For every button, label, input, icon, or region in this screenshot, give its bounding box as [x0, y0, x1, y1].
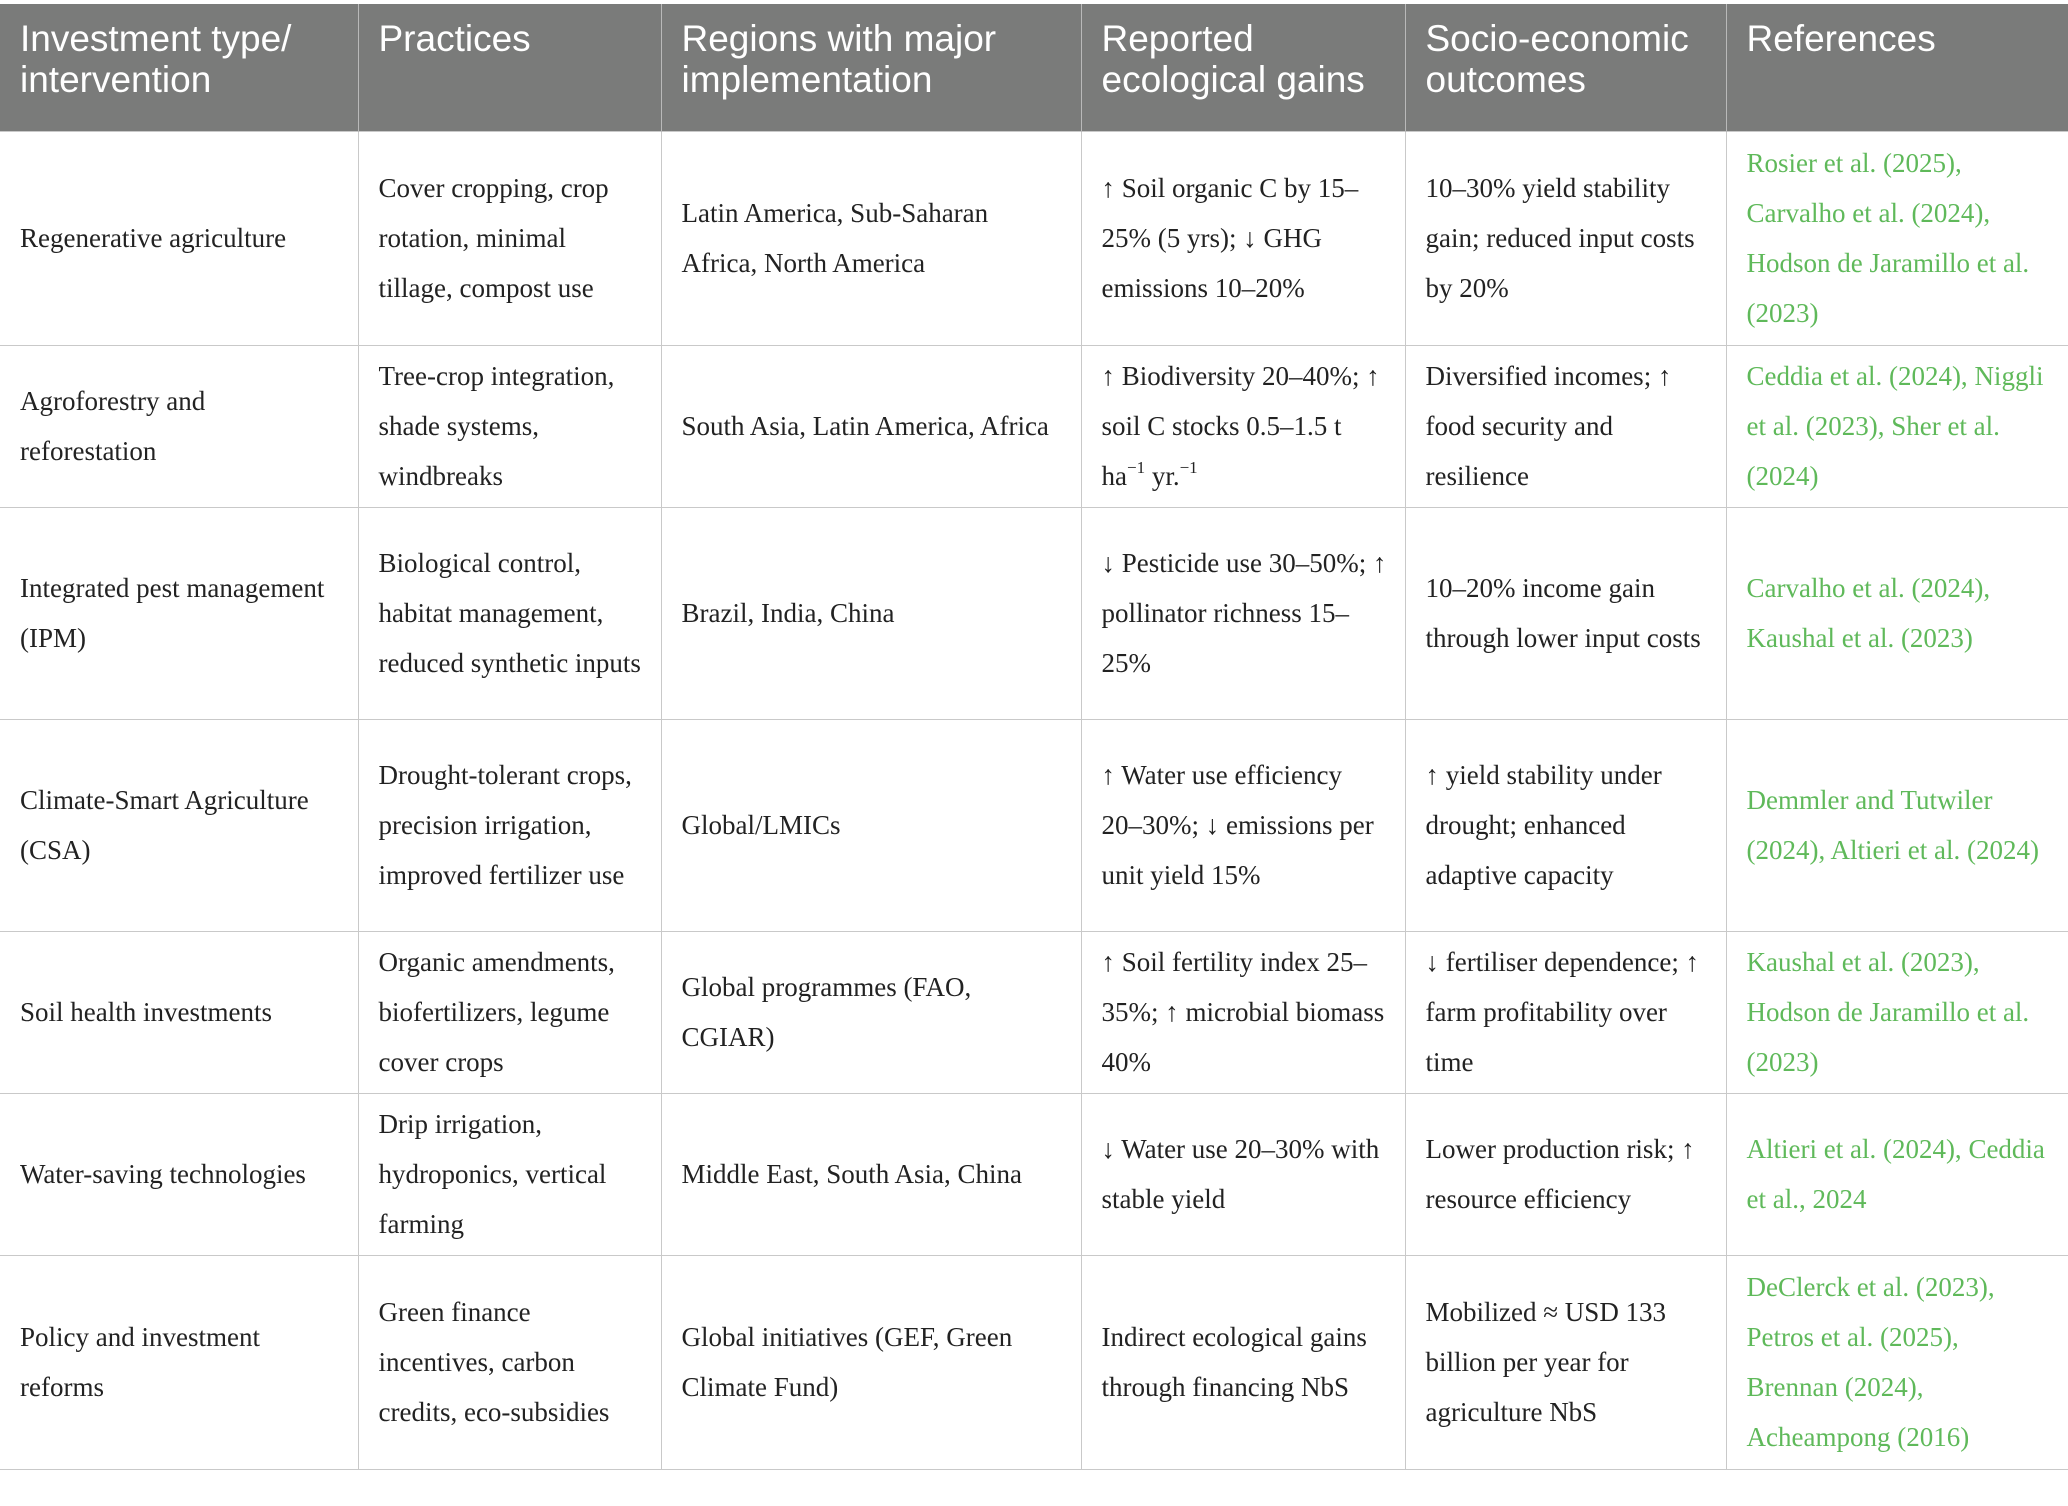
cell-ecological — [1081, 345, 1405, 507]
cell-socio: Diversified incomes; ↑ food security and resilience — [1405, 345, 1726, 507]
cell-regions: Global/LMICs — [661, 719, 1081, 931]
cell-regions: Global programmes (FAO, CGIAR) — [661, 931, 1081, 1093]
cell-practices: Cover cropping, crop rotation, minimal tillage, compost use — [358, 131, 661, 345]
table-row — [0, 507, 2068, 719]
header-row — [0, 4, 2068, 131]
reference-link[interactable]: Petros et al. (2025), — [1746, 1322, 1959, 1352]
reference-link[interactable]: Niggli et al. (2023), — [1746, 361, 2044, 441]
reference-link[interactable]: Rosier et al. (2025), — [1746, 148, 1962, 178]
reference-link[interactable]: Acheampong (2016) — [1746, 1422, 1970, 1452]
header-investment-type: Investment type/ intervention — [0, 4, 358, 131]
cell-references — [1726, 1255, 2068, 1469]
cell-practices: Organic amendments, biofertilizers, legume cover crops — [358, 931, 661, 1093]
cell-type: Regenerative agriculture — [0, 131, 358, 345]
reference-link[interactable]: Altieri et al. (2024), — [1746, 1134, 1962, 1164]
table-row — [0, 345, 2068, 507]
header-socio-economic: Socio-economic outcomes — [1405, 4, 1726, 131]
cell-socio: ↑ yield stability under drought; enhanced adaptive capacity — [1405, 719, 1726, 931]
table-body — [0, 131, 2068, 1469]
cell-socio: 10–30% yield stability gain; reduced input costs by 20% — [1405, 131, 1726, 345]
reference-link[interactable]: Demmler and Tutwiler (2024), — [1746, 785, 1993, 865]
cell-ecological: ↑ Soil organic C by 15–25% (5 yrs); ↓ GHG emissions 10–20% — [1081, 131, 1405, 345]
reference-link[interactable]: Brennan (2024), — [1746, 1372, 1924, 1402]
table-row — [0, 1255, 2068, 1469]
unit-exponent: −1 — [1126, 458, 1146, 477]
cell-references — [1726, 345, 2068, 507]
cell-references — [1726, 507, 2068, 719]
investment-table — [0, 4, 2068, 1470]
cell-type: Soil health investments — [0, 931, 358, 1093]
cell-references — [1726, 1093, 2068, 1255]
unit-exponent: −1 — [1179, 458, 1198, 477]
cell-references — [1726, 131, 2068, 345]
table-row — [0, 931, 2068, 1093]
cell-type: Water-saving technologies — [0, 1093, 358, 1255]
cell-practices: Biological control, habitat management, reduced synthetic inputs — [358, 507, 661, 719]
reference-link[interactable]: Kaushal et al. (2023), — [1746, 947, 1980, 977]
reference-link[interactable]: Kaushal et al. (2023) — [1746, 623, 1973, 653]
cell-type: Policy and investment reforms — [0, 1255, 358, 1469]
cell-practices: Tree-crop integration, shade systems, windbreaks — [358, 345, 661, 507]
cell-regions: Middle East, South Asia, China — [661, 1093, 1081, 1255]
cell-references — [1726, 719, 2068, 931]
ecological-text: ↑ Biodiversity 20–40%; ↑ soil C stocks 0.5–1.5 t ha — [1101, 361, 1380, 491]
ecological-unit: yr. — [1145, 461, 1180, 491]
reference-link[interactable]: Hodson de Jaramillo et al. (2023) — [1746, 248, 2030, 328]
cell-practices: Drought-tolerant crops, precision irrigation, improved fertilizer use — [358, 719, 661, 931]
cell-references — [1726, 931, 2068, 1093]
cell-ecological: ↑ Water use efficiency 20–30%; ↓ emissions per unit yield 15% — [1081, 719, 1405, 931]
reference-link[interactable]: Carvalho et al. (2024), — [1746, 198, 1991, 228]
cell-socio: ↓ fertiliser dependence; ↑ farm profitability over time — [1405, 931, 1726, 1093]
cell-regions: Latin America, Sub-Saharan Africa, North America — [661, 131, 1081, 345]
cell-socio: Lower production risk; ↑ resource efficiency — [1405, 1093, 1726, 1255]
cell-practices: Green finance incentives, carbon credits, eco-subsidies — [358, 1255, 661, 1469]
reference-link[interactable]: Hodson de Jaramillo et al. (2023) — [1746, 997, 2030, 1077]
cell-regions: South Asia, Latin America, Africa — [661, 345, 1081, 507]
reference-link[interactable]: Sher et al. (2024) — [1746, 411, 2000, 491]
cell-socio: Mobilized ≈ USD 133 billion per year for agriculture NbS — [1405, 1255, 1726, 1469]
reference-link[interactable]: Carvalho et al. (2024), — [1746, 573, 1991, 603]
reference-link[interactable]: Altieri et al. (2024) — [1830, 835, 2039, 865]
cell-type: Climate-Smart Agriculture (CSA) — [0, 719, 358, 931]
reference-link[interactable]: DeClerck et al. (2023), — [1746, 1272, 1995, 1302]
cell-socio: 10–20% income gain through lower input costs — [1405, 507, 1726, 719]
table-row — [0, 719, 2068, 931]
header-practices: Practices — [358, 4, 661, 131]
reference-link[interactable]: Ceddia et al., 2024 — [1746, 1134, 2045, 1214]
reference-link[interactable]: Ceddia et al. (2024), — [1746, 361, 1968, 391]
cell-type: Integrated pest management (IPM) — [0, 507, 358, 719]
cell-practices: Drip irrigation, hydroponics, vertical farming — [358, 1093, 661, 1255]
cell-ecological: ↓ Pesticide use 30–50%; ↑ pollinator richness 15–25% — [1081, 507, 1405, 719]
table-row — [0, 131, 2068, 345]
header-ecological-gains: Reported ecological gains — [1081, 4, 1405, 131]
header-regions: Regions with major implementation — [661, 4, 1081, 131]
cell-regions: Global initiatives (GEF, Green Climate Fund) — [661, 1255, 1081, 1469]
header-references: References — [1726, 4, 2068, 131]
cell-type: Agroforestry and reforestation — [0, 345, 358, 507]
cell-regions: Brazil, India, China — [661, 507, 1081, 719]
cell-ecological: ↓ Water use 20–30% with stable yield — [1081, 1093, 1405, 1255]
cell-ecological: Indirect ecological gains through financing NbS — [1081, 1255, 1405, 1469]
table-header — [0, 4, 2068, 131]
table-row — [0, 1093, 2068, 1255]
cell-ecological: ↑ Soil fertility index 25–35%; ↑ microbial biomass 40% — [1081, 931, 1405, 1093]
